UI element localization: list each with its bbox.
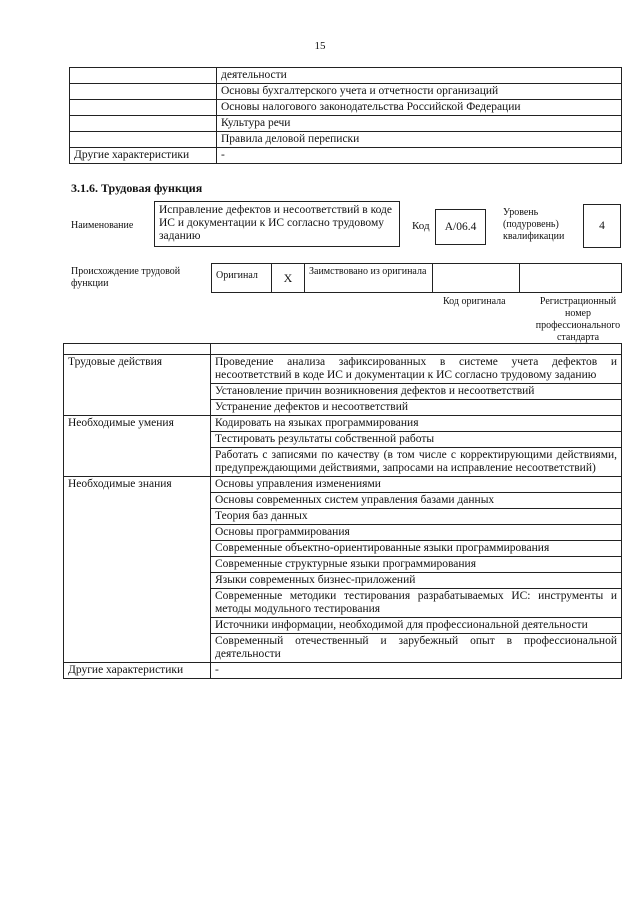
group-item: Кодировать на языках программирования [211,416,622,432]
group-label: Необходимые умения [64,416,211,477]
group-label: Другие характеристики [64,663,211,679]
reg-number-cell [520,264,621,292]
page-number: 15 [314,40,326,52]
row-value: Основы бухгалтерского учета и отчетности организаций [217,84,622,100]
group-item: Теория баз данных [211,509,622,525]
function-details-table [63,343,622,679]
group-item: Работать с записями по качеству (в том числе с корректирующими действиями, предупреждающими действиями, запросами на исправление несоответствий) [211,448,622,477]
row-value: - [217,148,622,164]
table-row [70,116,622,132]
borrowed-label: Заимствовано из оригинала [305,264,433,292]
code-value: A/06.4 [444,220,477,233]
group-item: Основы управления изменениями [211,477,622,493]
code-original-label: Код оригинала [443,296,506,307]
group-item: Современные методики тестирования разрабатываемых ИС: инструменты и методы модульного тестирования [211,589,622,618]
row-label [70,100,217,116]
previous-section-table [69,67,622,164]
code-original-cell [433,264,520,292]
section-title: 3.1.6. Трудовая функция [71,181,203,195]
row-label [70,84,217,100]
table-row [70,84,622,100]
group-item: Основы современных систем управления базами данных [211,493,622,509]
row-label [70,68,217,84]
code-box [435,209,486,245]
row-value: Культура речи [217,116,622,132]
reg-number-label: Регистрационный номер профессионального стандарта [535,296,621,343]
group-item: Устранение дефектов и несоответствий [211,400,622,416]
table-row [64,416,622,432]
function-name-value: Исправление дефектов и несоответствий в коде ИС и документации к ИС согласно трудовому заданию [159,204,392,242]
table-row [70,132,622,148]
group-item: Современный отечественный и зарубежный опыт в профессиональной деятельности [211,634,622,663]
table-row [64,355,622,384]
group-item: Тестировать результаты собственной работы [211,432,622,448]
group-label: Трудовые действия [64,355,211,416]
table-row [70,100,622,116]
group-item: Проведение анализа зафиксированных в системе учета дефектов и несоответствий в коде ИС и документации к ИС согласно трудовому заданию [211,355,622,384]
function-name-box [154,201,400,247]
original-mark: X [272,264,305,292]
code-label: Код [412,220,430,232]
original-label: Оригинал [212,264,272,292]
table-row [70,68,622,84]
group-item: Современные структурные языки программирования [211,557,622,573]
table-row [64,477,622,493]
spacer-row [64,344,622,355]
group-item: Источники информации, необходимой для профессиональной деятельности [211,618,622,634]
table-row [64,663,622,679]
row-label: Другие характеристики [70,148,217,164]
row-label [70,132,217,148]
group-label: Необходимые знания [64,477,211,663]
group-item: Основы программирования [211,525,622,541]
level-value: 4 [599,219,605,232]
group-item: Языки современных бизнес-приложений [211,573,622,589]
group-item: Современные объектно-ориентированные языки программирования [211,541,622,557]
level-label: Уровень (подуровень) квалификации [503,207,565,242]
name-label: Наименование [71,220,134,231]
origin-label: Происхождение трудовой функции [71,266,181,289]
table-row [70,148,622,164]
level-box [583,204,621,248]
group-item: Установление причин возникновения дефектов и несоответствий [211,384,622,400]
row-value: деятельности [217,68,622,84]
origin-row [211,263,622,293]
row-value: Основы налогового законодательства Российской Федерации [217,100,622,116]
row-label [70,116,217,132]
group-item: - [211,663,622,679]
row-value: Правила деловой переписки [217,132,622,148]
